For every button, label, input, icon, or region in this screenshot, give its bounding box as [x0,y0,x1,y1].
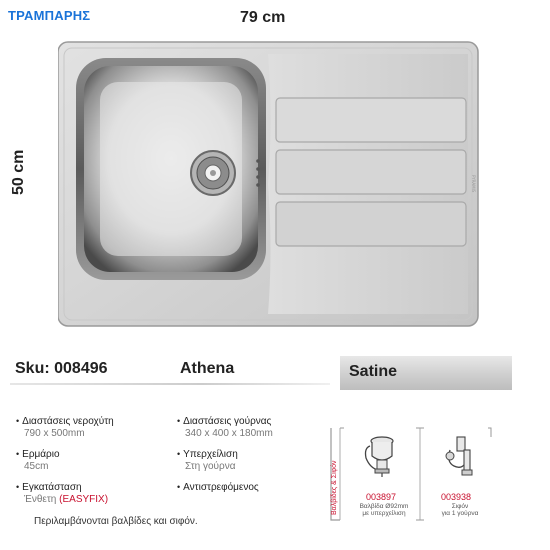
valve-icon [362,434,402,478]
spec-title: • Διαστάσεις νεροχύτη [16,416,114,427]
spec-value: Στη γούρνα [185,461,236,472]
accessory-desc-line: Σιφόν [451,503,469,510]
spec-installation [16,481,108,506]
included-note: Περιλαμβάνονται βαλβίδες και σιφόν. [34,516,198,527]
accessory-desc-line: Βαλβίδα Ø92mm [359,503,409,510]
brand-engraving: PYRAMIS [471,175,476,193]
model-name: Athena [180,360,235,377]
spec-cabinet [16,448,60,473]
finish-badge [340,356,512,390]
spec-value: 790 x 500mm [24,428,85,439]
width-dimension-label: 79 cm [240,9,286,26]
accessory-description [430,503,490,517]
spec-value-prefix: Ένθετη [24,494,60,505]
height-dimension-label: 50 cm [10,149,27,195]
accessories-side-label: Βαλβίδες & Σιφόν [331,460,338,515]
accessory-desc-line: για 1 γούρνα [441,510,479,517]
spec-value: 340 x 400 x 180mm [185,428,273,439]
spec-title: • Διαστάσεις γούρνας [177,416,271,427]
spec-value: 45cm [24,461,49,472]
siphon-icon [440,436,480,478]
accessory-code: 003897 [366,492,397,502]
easyfix-highlight: (EASYFIX) [59,494,109,505]
spec-value [16,494,108,506]
brand-logo: ΤΡΑΜΠΑΡΗΣ [8,8,91,23]
row-divider [10,383,330,385]
spec-title: • Ερμάριο [16,449,60,460]
spec-sink-dimensions [16,415,114,440]
accessory-description [352,503,416,517]
spec-reversible [177,481,259,494]
spec-title: • Αντιστρεφόμενος [177,482,259,493]
accessory-desc-line: με υπερχείλιση [362,510,406,517]
spec-title: • Εγκατάσταση [16,482,82,493]
spec-bowl-dimensions [177,415,273,440]
sink-image [58,40,480,330]
spec-title: • Υπερχείλιση [177,449,238,460]
sku-label: Sku: 008496 [15,360,108,377]
finish-label: Satine [349,363,398,380]
spec-overflow [177,448,238,473]
accessory-code: 003938 [441,492,472,502]
